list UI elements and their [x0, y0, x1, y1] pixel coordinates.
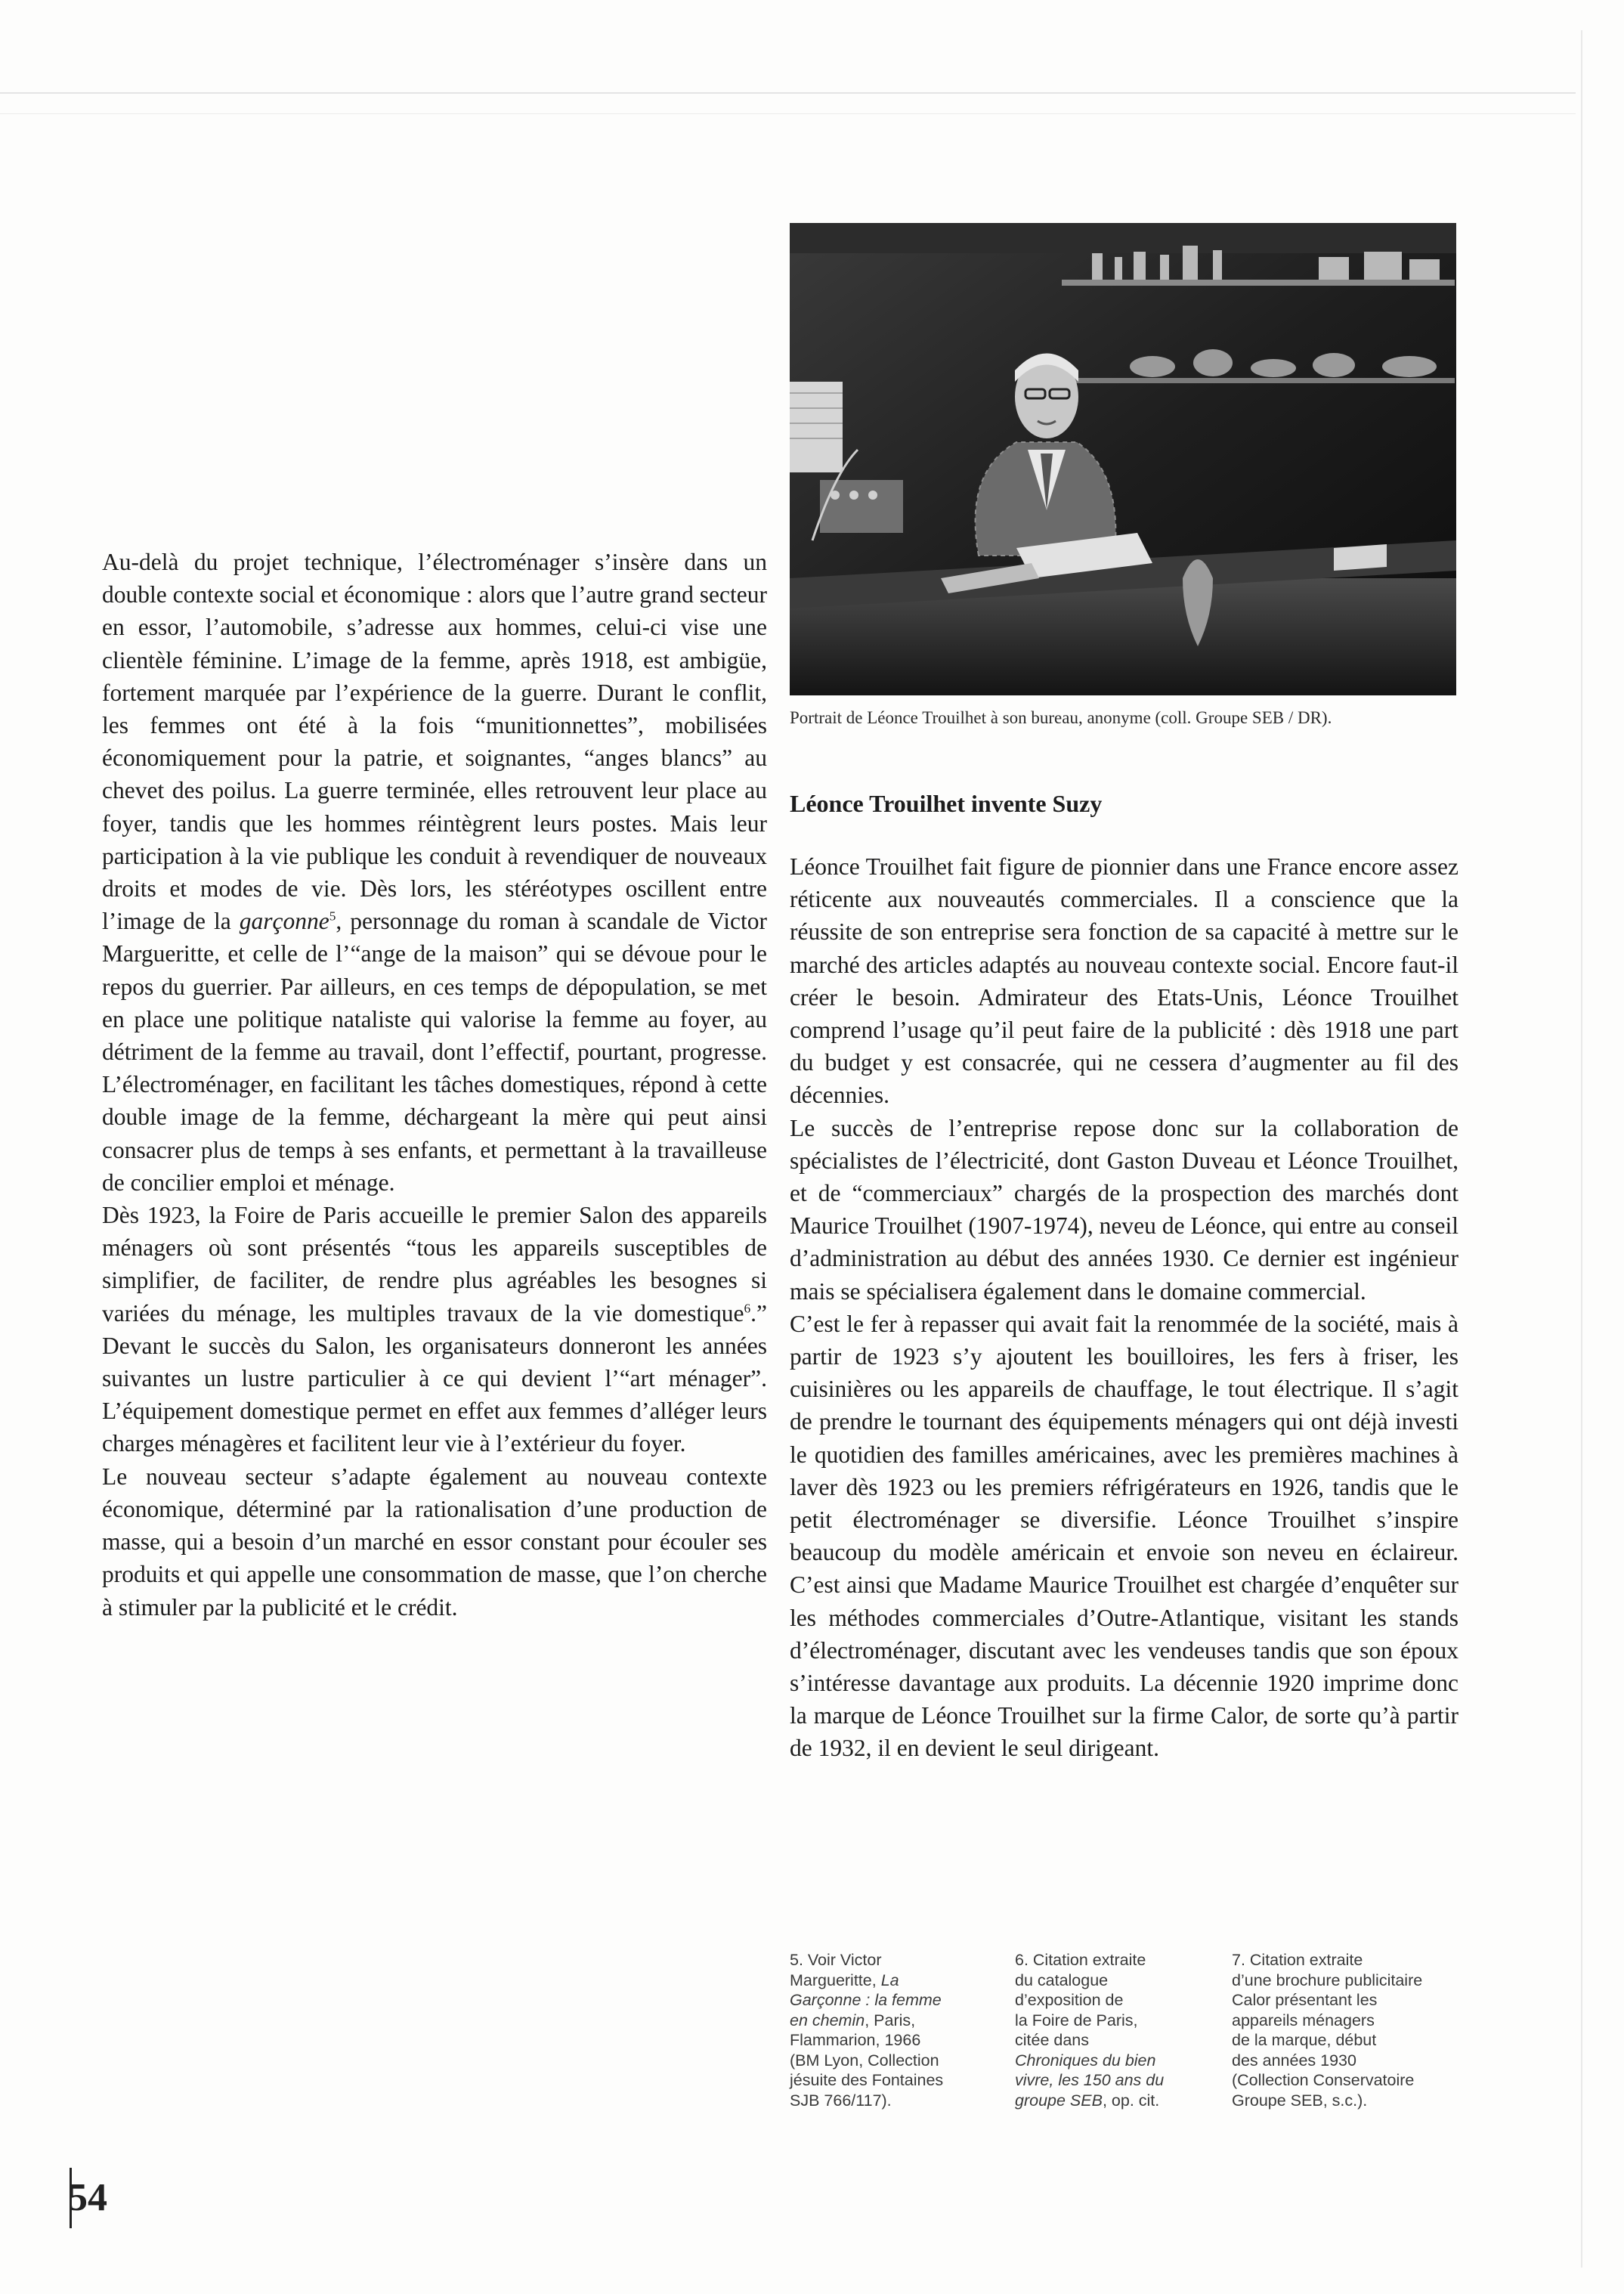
right-paragraph-3: C’est le fer à repasser qui avait fait la renommée de la société, mais à partir de 1923 s’y ajoutent les bouilloires, les fers à friser, les cuisinières ou les appareils de chauffage, le tout électrique. Il s’agit de prendre le tournant des équipements ménagers qui ont déjà investi le quotidien des familles américaines, avec les premières machines à laver dès 1923 ou les premiers réfrigérateurs en 1926, tandis que le petit électroménager se diversifie. Léonce Trouilhet s’inspire beaucoup du modèle américain et envoie son neveu en éclaireur. C’est ainsi que Madame Maurice Trouilhet est chargée d’enquêter sur les méthodes commerciales d’Outre-Atlantique, visitant les stands d’électroménager, discutant avec les vendeuses tandis que son époux s’intéresse davantage aux produits. La décennie 1920 imprime donc la marque de Léonce Trouilhet sur la firme Calor, de sorte qu’à partir de 1932, il en devient le seul dirigeant.: [790, 1310, 1459, 1762]
right-paragraph-2: Le succès de l’entreprise repose donc sur la collaboration de spécialistes de l’électricité, dont Gaston Duveau et Léonce Trouilhet, et de “commerciaux” chargés de la prospection des marchés dont Maurice Trouilhet (1907-1974), neveu de Léonce, qui entre au conseil d’administration au début des années 1930. Ce dernier est ingénieur mais se spécialisera également dans le domaine commercial.: [790, 1114, 1459, 1305]
footnote-ref-5: 5: [329, 909, 336, 924]
left-paragraph-3: Le nouveau secteur s’adapte également au nouveau contexte économique, déterminé par la rationalisation d’une production de masse, qui a besoin d’un marché en essor constant pour écouler ses produits et qui appelle une consommation de masse, que l’on cherche à stimuler par la publicité et le crédit.: [102, 1463, 767, 1621]
scan-right-edge: [1581, 30, 1582, 2268]
left-paragraph-2: Dès 1923, la Foire de Paris accueille le premier Salon des appareils ménagers où sont présentés “tous les appareils susceptibles de simplifier, de faciliter, de rendre plus agréables les besognes si variées du ménage, les multiples travaux de la vie domestique$^6$.” Devant le succès du Salon, les organisateurs donneront les années suivantes un lustre particulier à ce qui devient l’“art ménager”. L’équipement domestique permet en effet aux femmes d’alléger leurs charges ménagères et facilitent leur vie à l’extérieur du foyer.: [102, 1202, 767, 1457]
portrait-photo: [790, 223, 1456, 695]
page-number: 54: [68, 2176, 107, 2219]
footnote-5: 5. Voir Victor Margueritte, La Garçonne : la femme en chemin, Paris, Flammarion, 1966 (BM Lyon, Collection jésuite des Fontaines SJB 766/117).: [790, 1951, 944, 2110]
footnote-7: 7. Citation extraite d’une brochure publicitaire Calor présentant les appareils ménagers de la marque, début des années 1930 (Collection Conservatoire Groupe SEB, s.c.).: [1232, 1951, 1423, 2110]
right-column: [790, 850, 1459, 1765]
scan-top-line: [0, 92, 1576, 94]
right-paragraph-1: Léonce Trouilhet fait figure de pionnier dans une France encore assez réticente aux nouveautés commerciales. Il a conscience que la réussite de son entreprise sera fonction de sa capacité à mettre sur le marché des articles adaptés au nouveau contexte social. Encore faut-il créer le besoin. Admirateur des Etats-Unis, Léonce Trouilhet comprend l’usage qu’il peut faire de la publicité : dès 1918 une part du budget y est consacrée, qui ne cessera d’augmenter au fil des décennies.: [790, 853, 1459, 1109]
section-title: Léonce Trouilhet invente Suzy: [790, 790, 1103, 817]
scan-top-line-2: [0, 113, 1576, 114]
left-paragraph-1: Au-delà du projet technique, l’électroménager s’insère dans un double contexte social et économique : alors que l’autre grand secteur en essor, l’automobile, s’adresse aux hommes, celui-ci vise une clientèle féminine. L’image de la femme, après 1918, est ambigüe, fortement marquée par l’expérience de la guerre. Durant le conflit, les femmes ont été à la fois “munitionnettes”, mobilisées économiquement pour la patrie, et soignantes, “anges blancs” au chevet des poilus. La guerre terminée, elles retrouvent leur place au foyer, tandis que les hommes réintègrent leurs postes. Mais leur participation à la vie publique les conduit à revendiquer de nouveaux droits et modes de vie. Dès lors, les stéréotypes oscillent entre l’image de la garçonne$^5$, personnage du roman à scandale de Victor Margueritte, et celle de l’“ange de la maison” qui se dévoue pour le repos du guerrier. Par ailleurs, en ces temps de dépopulation, se met en place une politique nataliste qui valorise la femme au foyer, au détriment de la femme au travail, dont l’effectif, pourtant, progresse. L’électroménager, en facilitant les tâches domestiques, répond à cette double image de la femme, déchargeant la mère qui peut ainsi consacrer plus de temps à ses enfants, et permettant à la travailleuse de concilier emploi et ménage.: [102, 549, 768, 1196]
footnote-6: 6. Citation extraite du catalogue d’exposition de la Foire de Paris, citée dans Chroniques du bien vivre, les 150 ans du groupe SEB, op. cit.: [1015, 1951, 1165, 2110]
left-column: [102, 546, 767, 1624]
footnote-ref-6: 6: [744, 1301, 751, 1316]
photo-caption: Portrait de Léonce Trouilhet à son bureau, anonyme (coll. Groupe SEB / DR).: [790, 708, 1332, 727]
